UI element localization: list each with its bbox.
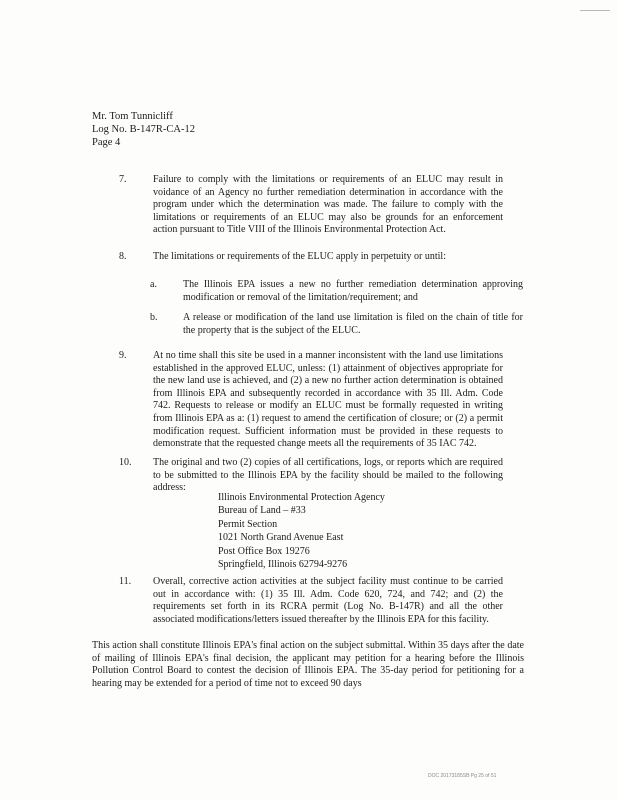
document-footer-id: DOC 20173185SB Pg 25 of 51: [428, 773, 497, 779]
subitem-text: The Illinois EPA issues a new no further remediation determination approving modification or removal of the limitation/requirement; and: [183, 279, 523, 303]
mailing-address: [218, 491, 385, 571]
item-number: 8.: [119, 251, 127, 262]
scan-mark: [580, 10, 610, 11]
item-text: The limitations or requirements of the ELUC apply in perpetuity or until:: [153, 251, 446, 262]
page-number: Page 4: [92, 137, 121, 148]
address-line: Post Office Box 19276: [218, 545, 310, 557]
recipient-name: Mr. Tom Tunnicliff: [92, 111, 173, 122]
log-number: Log No. B-147R-CA-12: [92, 124, 195, 135]
item-text: The original and two (2) copies of all certifications, logs, or reports which are required to be submitted to the Illinois EPA by the facility should be mailed to the following address:: [153, 457, 503, 494]
letter-header: [92, 110, 195, 149]
closing-paragraph: This action shall constitute Illinois EPA's final action on the subject submittal. Within 35 days after the date of mailing of Illinois EPA's final decision, the applicant may petition for a hearing before the Illinois Pollution Control Board to contest the decision of Illinois EPA. The 35-day period for petitioning for a hearing may be extended for a period of time not to exceed 90 days: [92, 640, 524, 689]
subitem-letter: b.: [150, 312, 158, 323]
subitem-letter: a.: [150, 279, 157, 290]
item-text: At no time shall this site be used in a manner inconsistent with the land use limitations established in the approved ELUC, unless: (1) attainment of objectives appropriate for the new land use is achieved, and (2) a new no further action determination is obtained from Illinois EPA and subsequently recorded in accordance with 35 Ill. Adm. Code 742. Requests to release or modify an ELUC must be formally requested in writing from Illinois EPA as a: (1) request to amend the certification of closure; or (2) a permit modification request. Sufficient information must be provided in these requests to demonstrate that the requested change meets all the requirements of 35 IAC 742.: [153, 350, 503, 450]
item-number: 10.: [119, 457, 132, 468]
item-number: 9.: [119, 350, 127, 361]
item-number: 7.: [119, 174, 127, 185]
item-text: Overall, corrective action activities at the subject facility must continue to be carried out in accordance with: (1) 35 Ill. Adm. Code 620, 724, and 742; and (2) the requirements set forth in its RCRA permit (Log No. B-147R) and all the other associated modifications/letters issued thereafter by the Illinois EPA for this facility.: [153, 576, 503, 625]
item-number: 11.: [119, 576, 132, 587]
address-line: Illinois Environmental Protection Agency: [218, 492, 385, 503]
item-text: Failure to comply with the limitations or requirements of an ELUC may result in voidance of an Agency no further remediation determination in accordance with the program under which the determination was made. The failure to comply with the limitations or requirements of an ELUC may also be grounds for an enforcement action pursuant to Title VIII of the Illinois Environmental Protection Act.: [153, 174, 503, 236]
address-line: Springfield, Illinois 62794-9276: [218, 559, 348, 571]
subitem-text: A release or modification of the land use limitation is filed on the chain of title for the property that is the subject of the ELUC.: [183, 312, 523, 336]
address-line: Bureau of Land – #33: [218, 505, 306, 517]
address-line: Permit Section: [218, 518, 278, 530]
address-line: 1021 North Grand Avenue East: [218, 532, 344, 544]
